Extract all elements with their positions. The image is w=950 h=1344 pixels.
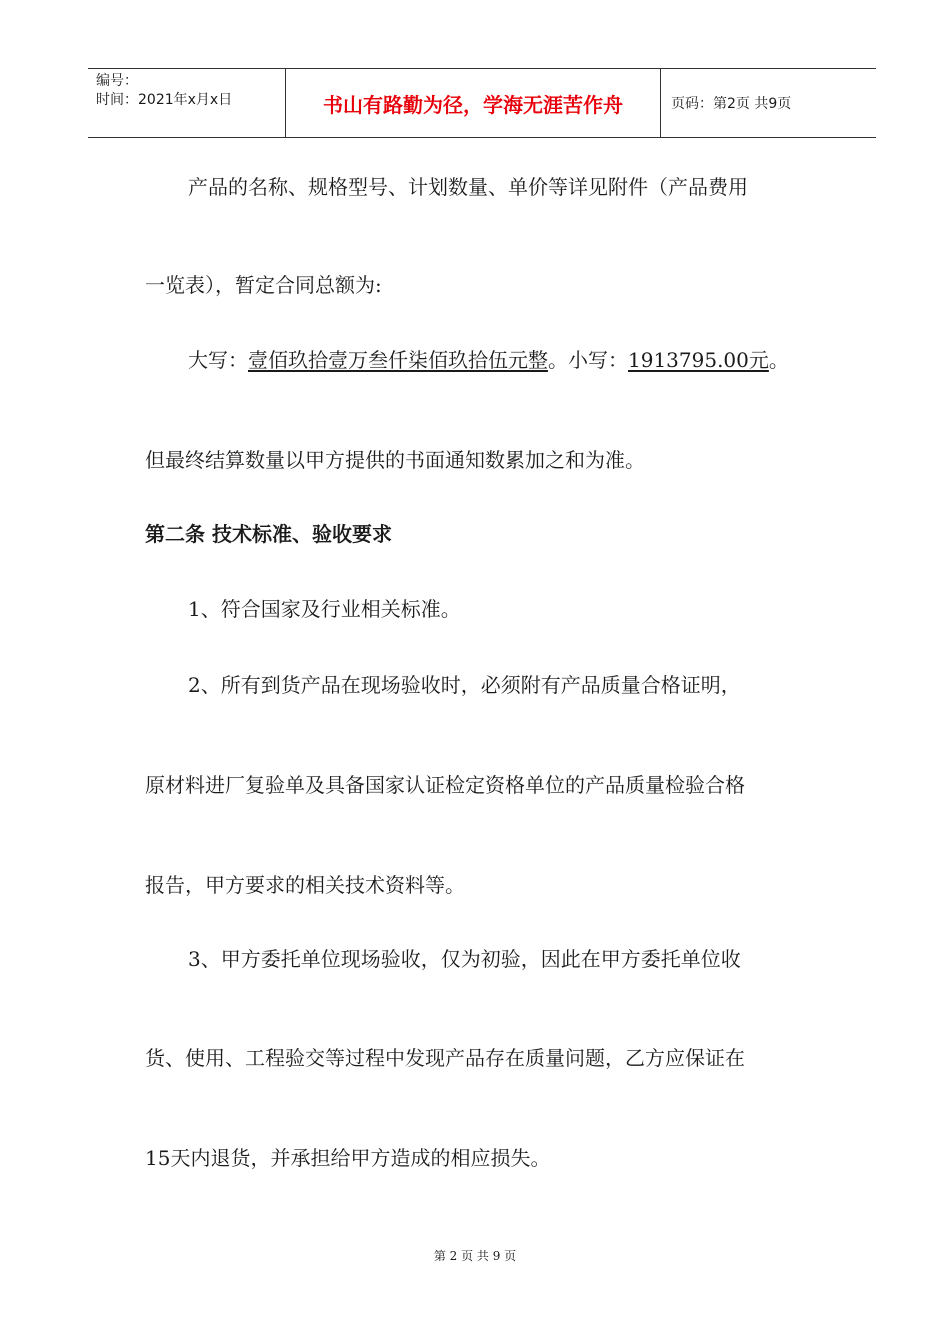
- page-footer: 第 2 页 共 9 页: [433, 1249, 517, 1263]
- header-meta: [88, 69, 286, 137]
- section-2-title: 第二条 技术标准、验收要求: [145, 522, 392, 546]
- amount-lower-value: 1913795.00元: [628, 348, 769, 372]
- body-line-10: 货、使用、工程验交等过程中发现产品存在质量问题，乙方应保证在: [145, 1046, 745, 1070]
- body-line-8: 报告，甲方要求的相关技术资料等。: [145, 873, 465, 897]
- body-line-1: 产品的名称、规格型号、计划数量、单价等详见附件（产品费用: [188, 175, 748, 199]
- contract-amount-line: [188, 348, 789, 372]
- body-line-11: 15天内退货，并承担给甲方造成的相应损失。: [145, 1146, 551, 1170]
- page-header: [88, 68, 876, 138]
- body-line-6: 2、所有到货产品在现场验收时，必须附有产品质量合格证明，: [188, 673, 741, 697]
- amount-line-end: 。: [768, 348, 789, 372]
- header-page-label: 页码：第2页 共9页: [671, 96, 792, 112]
- time-label: 时间：2021年x月x日: [96, 92, 233, 108]
- body-line-2: 一览表），暂定合同总额为:: [145, 273, 382, 297]
- amount-upper-value: 壹佰玖拾壹万叁仟柒佰玖拾伍元整: [248, 348, 548, 372]
- body-line-4: 但最终结算数量以甲方提供的书面通知数累加之和为准。: [145, 448, 645, 472]
- body-line-5: 1、符合国家及行业相关标准。: [188, 597, 461, 621]
- amount-lower-label: 。小写：: [548, 348, 628, 372]
- amount-upper-label: 大写：: [188, 348, 248, 372]
- body-line-7: 原材料进厂复验单及具备国家认证检定资格单位的产品质量检验合格: [145, 773, 745, 797]
- serial-label: 编号：: [96, 73, 138, 89]
- body-line-9: 3、甲方委托单位现场验收，仅为初验，因此在甲方委托单位收: [188, 947, 741, 971]
- header-motto: 书山有路勤为径，学海无涯苦作舟: [286, 69, 661, 137]
